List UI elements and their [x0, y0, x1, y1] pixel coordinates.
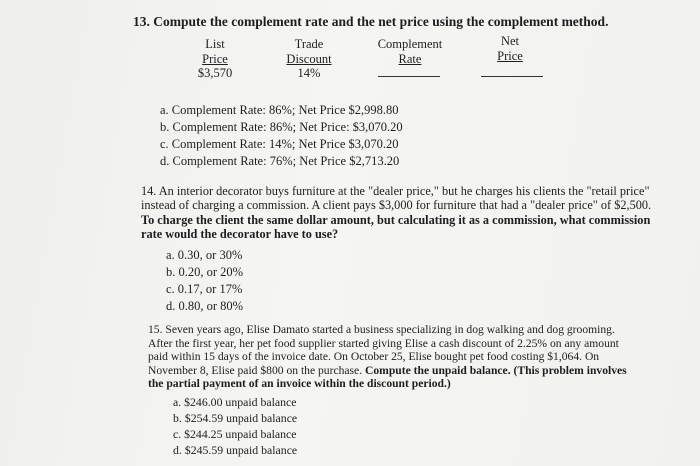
q15-line-5: the partial payment of an invoice within the discount period.) — [148, 377, 451, 391]
q15-line-4 — [148, 364, 627, 378]
q13-option-c[interactable]: c. Complement Rate: 14%; Net Price $3,070.20 — [160, 137, 399, 151]
list-price-column — [185, 37, 245, 81]
q13-option-b[interactable]: b. Complement Rate: 86%; Net Price: $3,070.20 — [160, 120, 403, 134]
list-price-value: $3,570 — [197, 66, 233, 80]
trade-discount-column — [274, 37, 344, 81]
list-price-header-line2: Price — [202, 51, 228, 66]
q14-line-1: 14. An interior decorator buys furniture at the "dealer price," but he charges his clients the "retail price" — [141, 184, 650, 198]
trade-discount-header-line1: Trade — [294, 37, 324, 51]
q14-line-4: rate would the decorator have to use? — [141, 227, 339, 242]
list-price-header-line1: List — [205, 37, 225, 51]
net-price-header-line1: Net — [500, 34, 520, 48]
q15-option-c[interactable]: c. $244.25 unpaid balance — [173, 427, 297, 441]
complement-rate-blank — [378, 76, 440, 77]
q14-line-3: To charge the client the same dollar amount, but calculating it as a commission, what commission — [141, 212, 651, 227]
q15-option-a[interactable]: a. $246.00 unpaid balance — [173, 395, 297, 409]
net-price-blank — [481, 76, 543, 77]
q15-option-b[interactable]: b. $254.59 unpaid balance — [173, 411, 298, 425]
q15-line-1: 15. Seven years ago, Elise Damato started a business specializing in dog walking and dog grooming. — [148, 323, 615, 336]
complement-rate-header-line1: Complement — [377, 37, 443, 51]
q15-option-d[interactable]: d. $245.59 unpaid balance — [173, 443, 298, 457]
q14-option-c[interactable]: c. 0.17, or 17% — [166, 282, 243, 296]
q15-line-3: paid within 15 days of the invoice date. On October 25, Elise bought pet food costing $1,064. On — [148, 350, 600, 364]
q14-option-b[interactable]: b. 0.20, or 20% — [166, 265, 244, 279]
q13-option-a[interactable]: a. Complement Rate: 86%; Net Price $2,998.80 — [160, 103, 399, 117]
q15-question — [148, 323, 627, 391]
q14-option-a[interactable]: a. 0.30, or 30% — [166, 248, 243, 262]
q14-question — [141, 184, 651, 242]
q15-line-4-bold: Compute the unpaid balance. (This problem involves — [365, 363, 627, 377]
complement-rate-column — [370, 37, 450, 66]
q14-option-d[interactable]: d. 0.80, or 80% — [166, 299, 244, 313]
q15-line-2: After the first year, her pet food supplier started giving Elise a cash discount of 2.25% on any amount — [148, 336, 619, 350]
q13-option-d[interactable]: d. Complement Rate: 76%; Net Price $2,713.20 — [160, 154, 400, 168]
trade-discount-header-line2: Discount — [286, 51, 332, 66]
q13-title: 13. Compute the complement rate and the net price using the complement method. — [133, 14, 609, 29]
q15-line-4-plain: November 8, Elise paid $800 on the purchase. — [148, 363, 366, 377]
complement-rate-header-line2: Rate — [398, 51, 422, 66]
trade-discount-value: 14% — [297, 66, 321, 80]
net-price-header-line2: Price — [497, 48, 523, 63]
net-price-column — [485, 34, 535, 63]
q14-line-2: instead of charging a commission. A client pays $3,000 for furniture that had a "dealer price" of $2,500. — [141, 198, 652, 213]
